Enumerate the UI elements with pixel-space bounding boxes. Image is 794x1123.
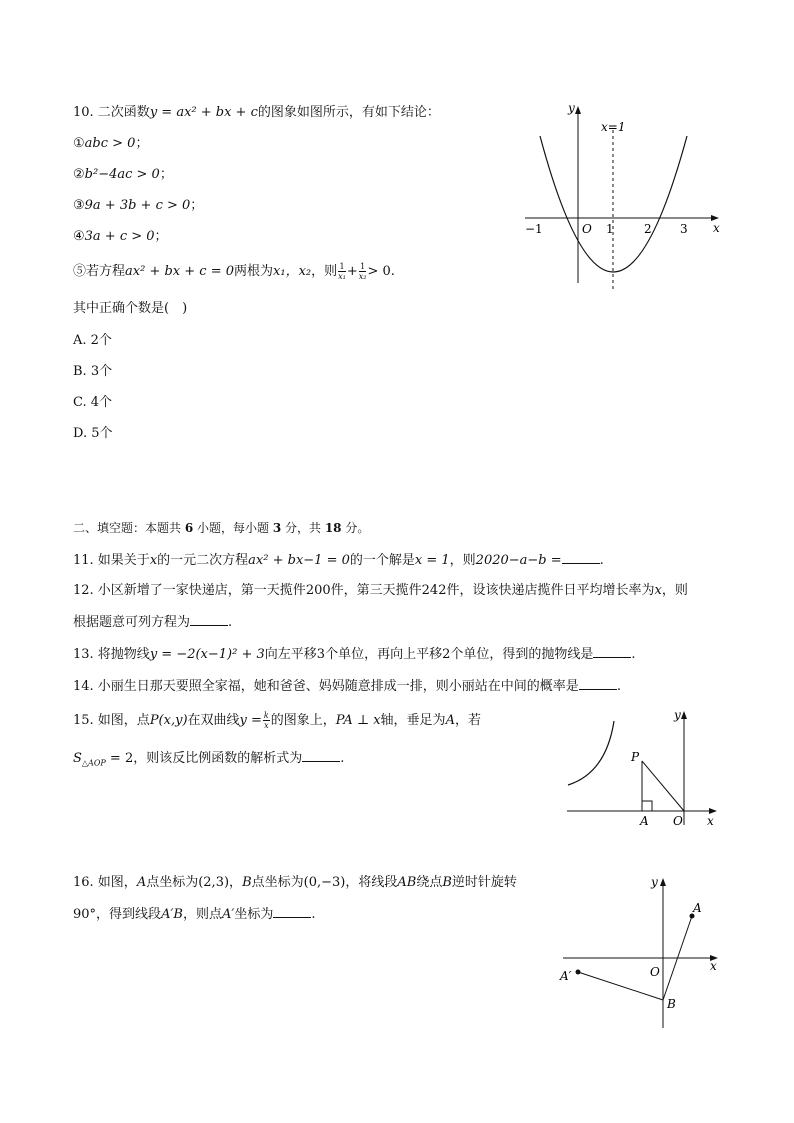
q15-line-2: $S_{\triangle AOP} = 2$，则该反比例函数的解析式为 . [73, 751, 345, 768]
q10-option-d[interactable]: D. 5个 [73, 426, 113, 441]
q10-item-2: ②b²−4ac > 0； [73, 167, 173, 182]
q16-y-label: y [651, 875, 658, 889]
q15-point-a: A [640, 814, 649, 828]
q10-x-label: x [713, 221, 720, 235]
q12-line-1: 12. 小区新增了一家快递店，第一天揽件200件，第三天揽件242件，设该快递店揽件日平均增长率为x，则 [73, 583, 688, 598]
q10-item-5: ⑤若方程ax² + bx + c = 0两根为x₁，x₂，则 $\frac{1}{\text{x₁}}$ + $\frac{1}{\text{x₂}}$ > 0. [73, 262, 395, 281]
q10-origin-label: O [582, 222, 592, 236]
q10-question: 其中正确个数是( ) [73, 301, 188, 316]
q10-tick-3: 3 [680, 222, 688, 236]
q10-symmetry-label: x=1 [601, 120, 626, 134]
q10-parabola-graph [515, 98, 730, 298]
q16-rotation-graph [555, 870, 730, 1032]
q15-x-label: x [707, 814, 714, 828]
fraction-k-over-x: $\frac{k}{x}$ [263, 711, 269, 730]
q10-tick-1: 1 [606, 222, 614, 236]
q16-point-b: B [667, 997, 676, 1011]
q12-answer-blank[interactable] [190, 613, 228, 626]
q16-line-2: 90°，得到线段A′B，则点A′坐标为 . [73, 907, 316, 922]
q10-item-1: ①abc > 0； [73, 136, 149, 151]
q15-origin: O [673, 814, 683, 828]
q16-origin: O [650, 965, 660, 979]
q15-line-1: 15. 如图，点P(x,y)在双曲线y = $\frac{k}{x}$ 的图象上，PA ⊥ x轴，垂足为A，若 [73, 711, 481, 730]
q10-y-label: y [568, 101, 575, 115]
q13: 13. 将抛物线y = −2(x−1)² + 3向左平移3个单位，再向上平移2个单位，得到的抛物线是 . [73, 647, 636, 662]
q15-y-label: y [674, 708, 681, 722]
q10-option-b[interactable]: B. 3个 [73, 364, 113, 379]
q10-stem: 10. 二次函数y = ax² + bx + c的图象如图所示，有如下结论： [73, 105, 440, 120]
q13-answer-blank[interactable] [593, 645, 631, 658]
section-2-heading: 二、填空题：本题共 6 小题，每小题 3 分，共 18 分。 [73, 521, 370, 535]
fraction-1-over-x2: $\frac{1}{\text{x₂}}$ [358, 262, 367, 281]
q15-answer-blank[interactable] [302, 749, 340, 762]
fraction-1-over-x1: $\frac{1}{\text{x₁}}$ [338, 262, 346, 281]
q16-x-label: x [710, 959, 717, 973]
q14: 14. 小丽生日那天要照全家福，她和爸爸、妈妈随意排成一排，则小丽站在中间的概率是 . [73, 679, 621, 694]
q15-hyperbola-graph [562, 703, 727, 833]
q10-option-a[interactable]: A. 2个 [73, 333, 112, 348]
q10-item-4: ④3a + c > 0； [73, 229, 168, 244]
q11-answer-blank[interactable] [562, 551, 600, 564]
q16-point-a-prime: A′ [560, 969, 572, 983]
q16-point-a: A [693, 901, 702, 915]
q10-tick-neg1: −1 [525, 222, 543, 236]
q10-item-3: ③9a + 3b + c > 0； [73, 198, 204, 213]
q14-answer-blank[interactable] [579, 677, 617, 690]
q11: 11. 如果关于x的一元二次方程ax² + bx−1 = 0的一个解是x = 1，则2020−a−b = . [73, 553, 604, 568]
q10-tick-2: 2 [644, 222, 652, 236]
q15-point-p: P [631, 750, 640, 764]
q10-option-c[interactable]: C. 4个 [73, 395, 113, 410]
q12-line-2: 根据题意可列方程为 . [73, 615, 233, 630]
q16-answer-blank[interactable] [273, 905, 311, 918]
q16-line-1: 16. 如图，A点坐标为(2,3)，B点坐标为(0,−3)，将线段AB绕点B逆时针旋转 [73, 875, 517, 890]
